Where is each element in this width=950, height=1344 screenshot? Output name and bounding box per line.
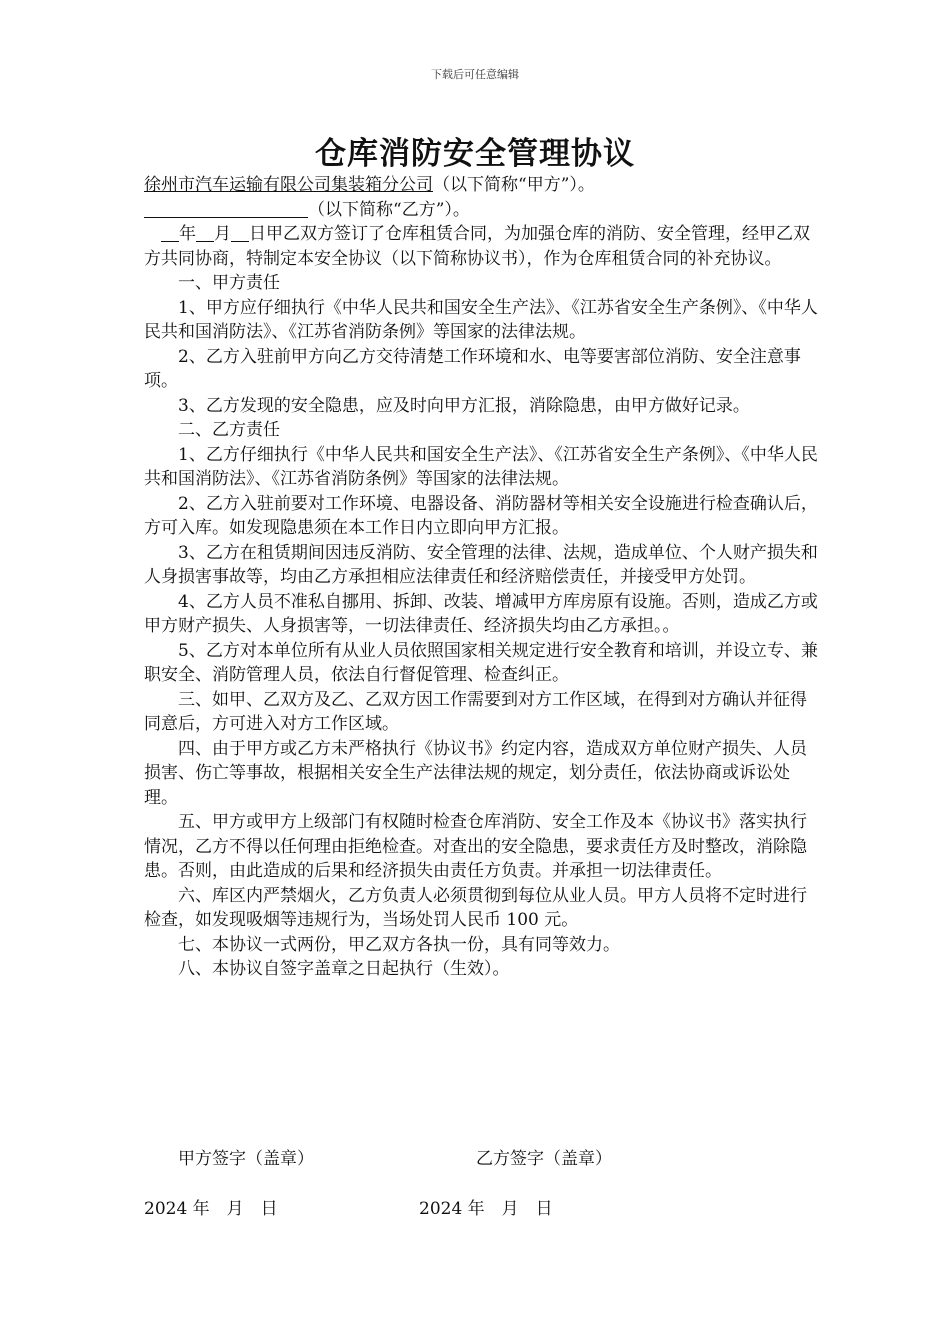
party-b-signature-label: 乙方签字（盖章） (476, 1149, 612, 1169)
day-blank (231, 223, 249, 242)
party-a-line (144, 173, 820, 198)
party-b-date: 2024 年 月 日 (419, 1199, 553, 1219)
header-note: 下载后可任意编辑 (431, 68, 519, 81)
paragraph: 七、本协议一式两份，甲乙双方各执一份，具有同等效力。 (178, 934, 620, 955)
paragraph: 3、乙方在租赁期间因违反消防、安全管理的法律、法规，造成单位、个人财产损失和人身损害事故等，均由乙方承担相应法律责任和经济赔偿责任，并接受甲方处罚。 (144, 542, 818, 587)
paragraph: 1、乙方仔细执行《中华人民共和国安全生产法》、《江苏省安全生产条例》、《中华人民共和国消防法》、《江苏省消防条例》等国家的法律法规。 (144, 444, 818, 489)
party-b-line (144, 198, 820, 223)
paragraph: 三、如甲、乙双方及乙、乙双方因工作需要到对方工作区域，在得到对方确认并征得同意后，方可进入对方工作区域。 (144, 689, 807, 734)
agreement-body (144, 173, 820, 982)
party-a-date: 2024 年 月 日 (144, 1199, 278, 1219)
month-label: 月 (214, 224, 231, 244)
party-a-name: 徐州市汽车运输有限公司集装箱分公司 (144, 175, 433, 195)
paragraph: 2、乙方入驻前甲方向乙方交待清楚工作环境和水、电等要害部位消防、安全注意事项。 (144, 346, 801, 391)
paragraph: 3、乙方发现的安全隐患，应及时向甲方汇报，消除隐患，由甲方做好记录。 (178, 395, 750, 416)
party-b-suffix: （以下简称“乙方”）。 (308, 199, 470, 220)
paragraph: 二、乙方责任 (178, 420, 280, 440)
party-b-name-blank (144, 199, 308, 218)
paragraph: 六、库区内严禁烟火，乙方负责人必须贯彻到每位从业人员。甲方人员将不定时进行检查，如发现吸烟等违规行为，当场处罚人民币 100 元。 (144, 885, 807, 930)
year-label: 年 (179, 224, 196, 244)
party-a-suffix: （以下简称“甲方”）。 (433, 175, 595, 195)
paragraph: 2、乙方入驻前要对工作环境、电器设备、消防器材等相关安全设施进行检查确认后，方可入库。如发现隐患须在本工作日内立即向甲方汇报。 (144, 493, 818, 538)
paragraph: 5、乙方对本单位所有从业人员依照国家相关规定进行安全教育和培训，并设立专、兼职安全、消防管理人员，依法自行督促管理、检查纠正。 (144, 640, 818, 685)
paragraph: 1、甲方应仔细执行《中华人民共和国安全生产法》、《江苏省安全生产条例》、《中华人民共和国消防法》、《江苏省消防条例》等国家的法律法规。 (144, 297, 818, 342)
document-title: 仓库消防安全管理协议 (315, 136, 635, 172)
intro-text: 日甲乙双方签订了仓库租赁合同，为加强仓库的消防、安全管理，经甲乙双方共同协商，特制定本安全协议（以下简称协议书），作为仓库租赁合同的补充协议。 (144, 224, 810, 269)
month-blank (196, 223, 214, 242)
year-blank (161, 223, 179, 242)
paragraph: 一、甲方责任 (178, 273, 280, 293)
party-a-signature-label: 甲方签字（盖章） (178, 1149, 314, 1169)
intro-paragraph (144, 222, 820, 271)
paragraph: 八、本协议自签字盖章之日起执行（生效）。 (178, 959, 510, 979)
paragraph: 五、甲方或甲方上级部门有权随时检查仓库消防、安全工作及本《协议书》落实执行情况，乙方不得以任何理由拒绝检查。对查出的安全隐患，要求责任方及时整改，消除隐患。否则，由此造成的后果和经济损失由责任方负责。并承担一切法律责任。 (144, 812, 807, 881)
paragraph: 四、由于甲方或乙方未严格执行《协议书》约定内容，造成双方单位财产损失、人员损害、伤亡等事故，根据相关安全生产法律法规的规定，划分责任，依法协商或诉讼处理。 (144, 738, 807, 808)
paragraph: 4、乙方人员不准私自挪用、拆卸、改装、增减甲方库房原有设施。否则，造成乙方或甲方财产损失、人身损害等，一切法律责任、经济损失均由乙方承担。。 (144, 591, 818, 636)
